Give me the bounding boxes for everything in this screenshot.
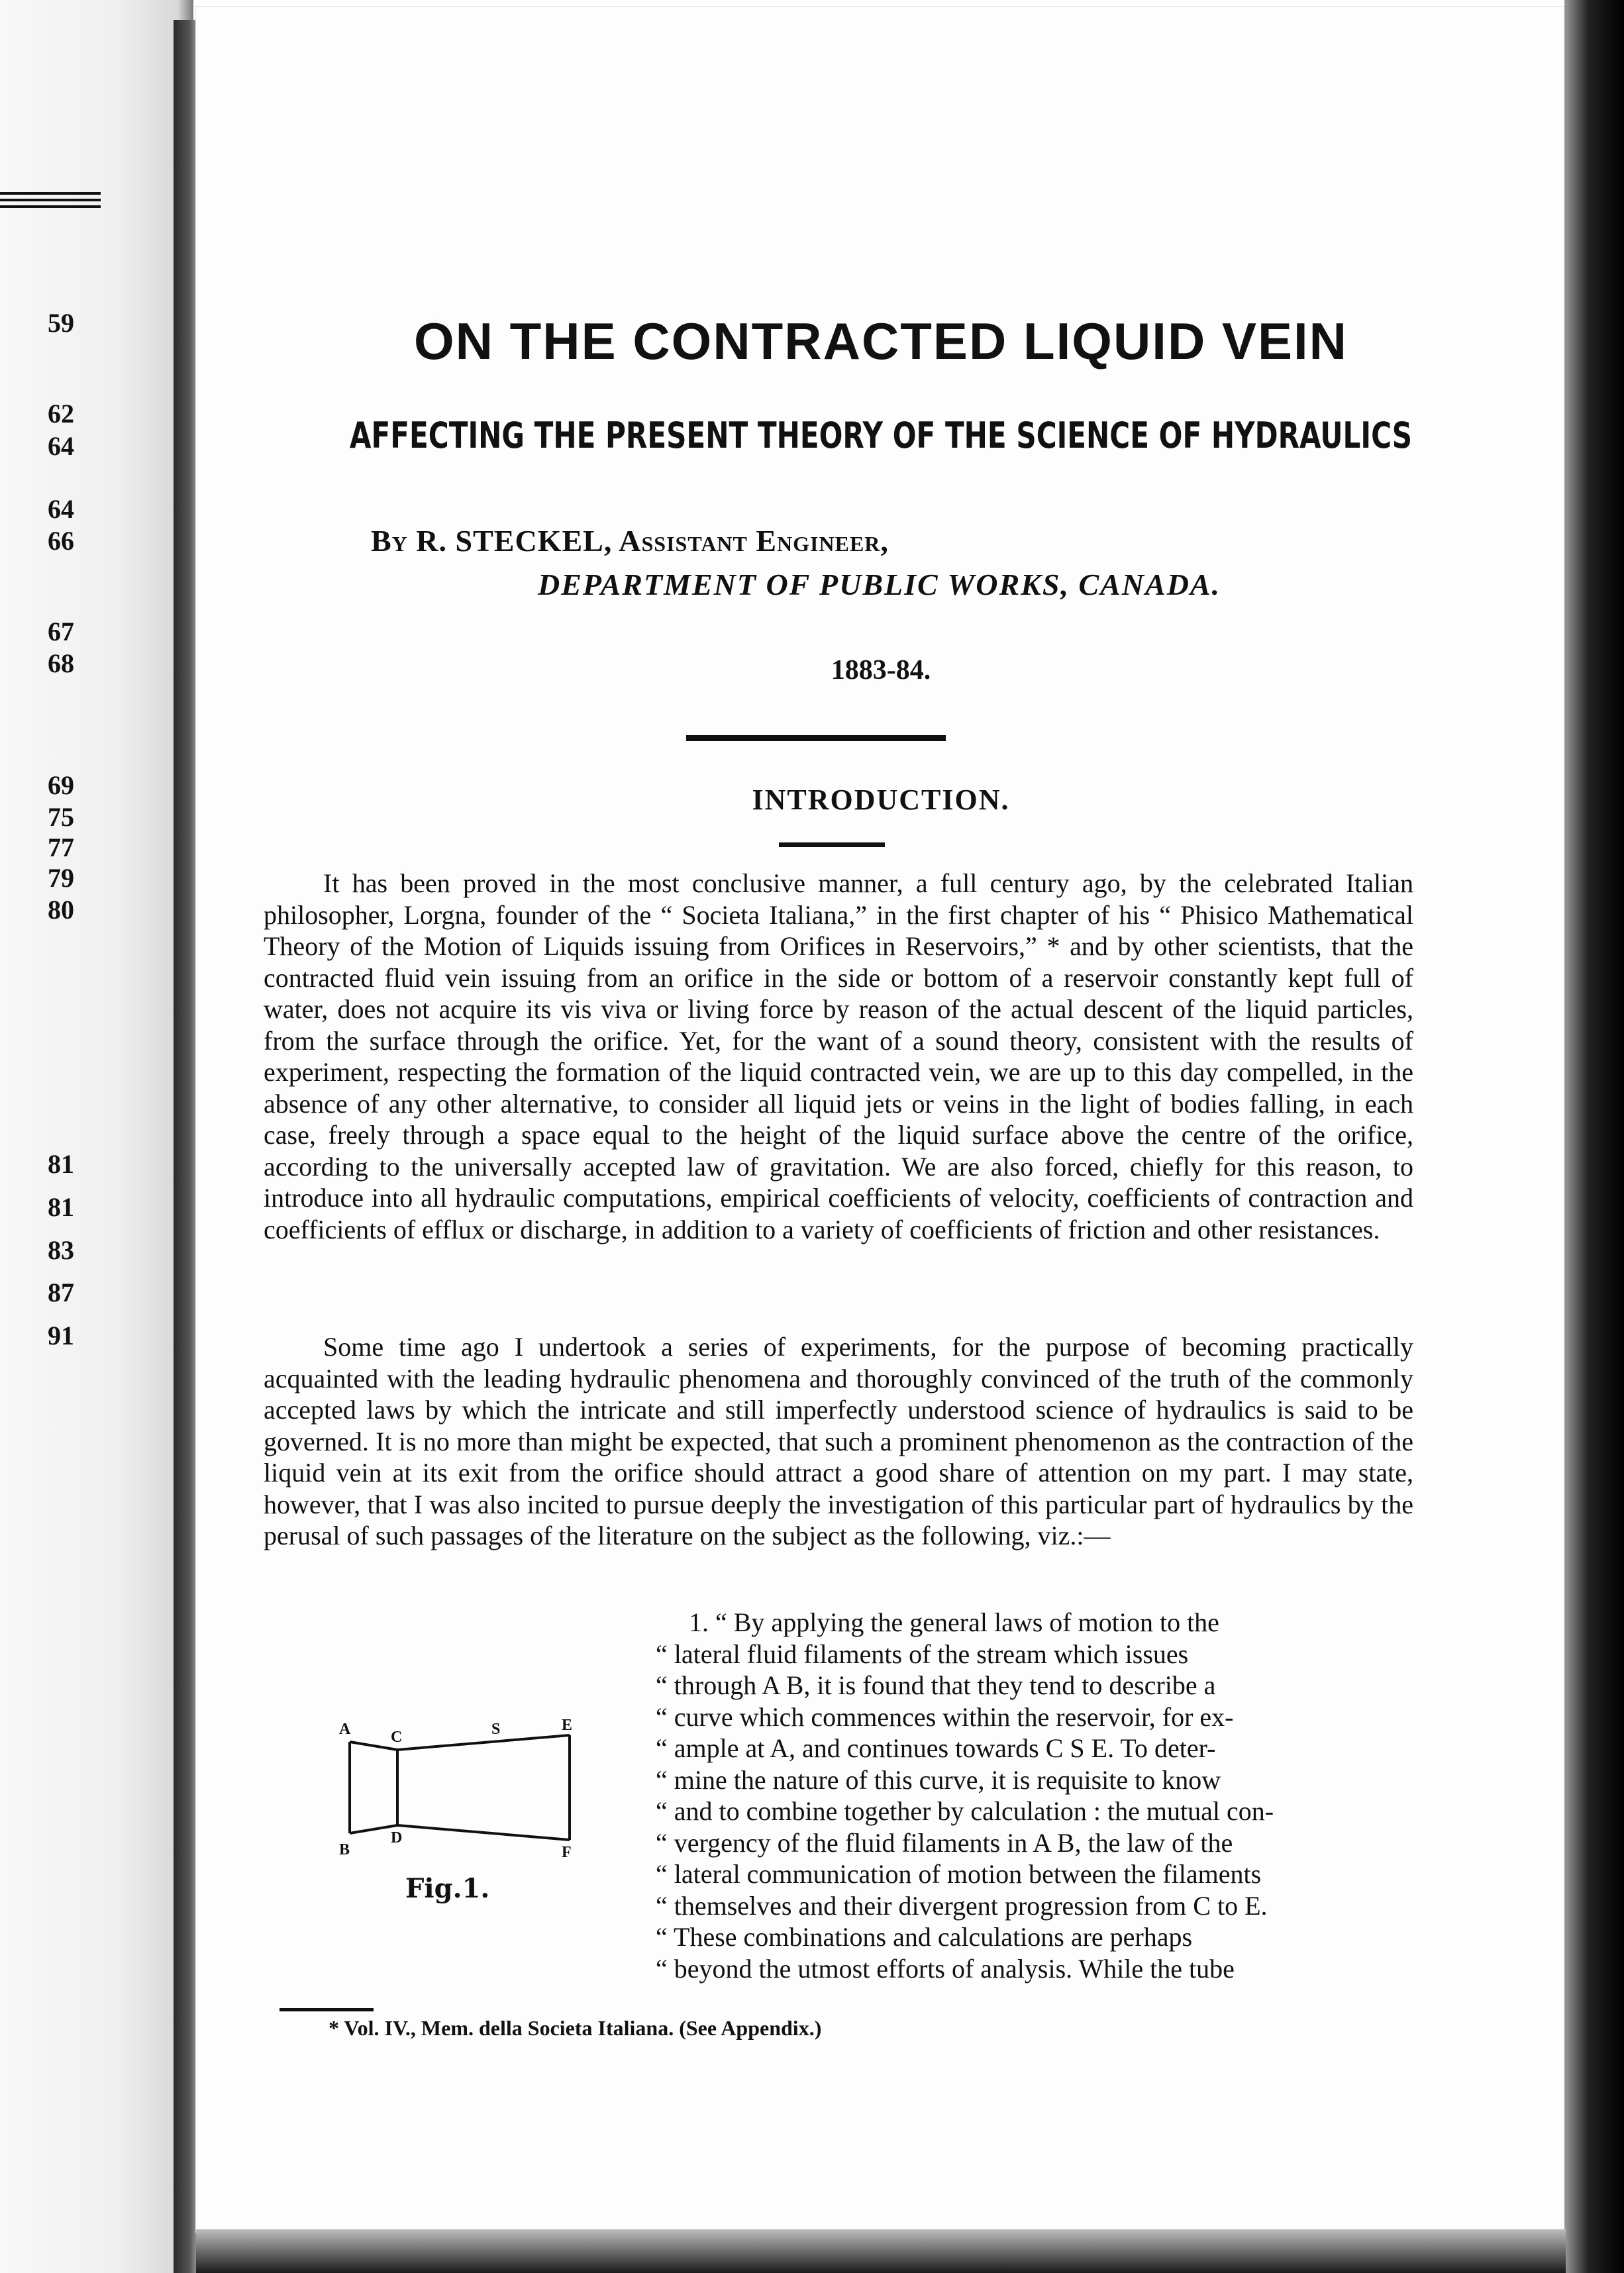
figure-caption: Fig.1. xyxy=(405,1873,490,1904)
publication-years: 1883-84. xyxy=(831,655,931,685)
page-subtitle: AFFECTING THE PRESENT THEORY OF THE SCIENCE OF HYDRAULICS xyxy=(349,415,1413,456)
margin-page-number: 77 xyxy=(48,833,74,862)
page-title: ON THE CONTRACTED LIQUID VEIN xyxy=(413,312,1348,370)
quotation-line: “ lateral communication of motion between the filaments xyxy=(656,1859,1262,1889)
figure-label-a: A xyxy=(339,1721,351,1738)
figure-label-e: E xyxy=(562,1717,573,1734)
quotation-block xyxy=(656,1607,1428,1984)
margin-page-number: 91 xyxy=(48,1321,74,1350)
quotation-line: “ themselves and their divergent progression from C to E. xyxy=(656,1890,1268,1921)
quotation-line: “ lateral fluid filaments of the stream which issues xyxy=(656,1639,1189,1669)
margin-page-number: 69 xyxy=(48,770,74,800)
margin-page-number: 68 xyxy=(48,648,74,678)
header-divider xyxy=(686,735,946,741)
quotation-line: “ curve which commences within the reservoir, for ex- xyxy=(656,1701,1234,1732)
margin-page-number: 80 xyxy=(48,895,74,925)
margin-page-number: 75 xyxy=(48,802,74,832)
quotation-line: “ These combinations and calculations are perhaps xyxy=(656,1922,1193,1952)
quotation-line: “ mine the nature of this curve, it is requisite to know xyxy=(656,1764,1221,1795)
figure-label-d: D xyxy=(391,1829,403,1846)
margin-page-number: 64 xyxy=(48,431,74,461)
margin-page-number: 79 xyxy=(48,863,74,893)
author-byline: By R. STECKEL, Assistant Engineer, xyxy=(371,524,889,558)
quotation-line: “ and to combine together by calculation : the mutual con- xyxy=(656,1796,1274,1826)
quotation-line: 1. “ By applying the general laws of motion to the xyxy=(689,1607,1219,1637)
previous-page-strip xyxy=(0,0,193,2273)
margin-page-number: 81 xyxy=(48,1149,74,1179)
previous-page-rule xyxy=(0,199,101,201)
margin-page-number: 62 xyxy=(48,399,74,429)
figure-label-c: C xyxy=(391,1729,403,1746)
figure-label-s: S xyxy=(491,1721,501,1738)
vein-lower-divergence xyxy=(397,1825,570,1840)
section-divider xyxy=(779,842,885,847)
margin-page-number: 64 xyxy=(48,494,74,524)
previous-page-rule xyxy=(0,192,101,195)
margin-page-number: 59 xyxy=(48,308,74,338)
footnote-rule xyxy=(279,2008,374,2011)
quotation-line: “ beyond the utmost efforts of analysis. While the tube xyxy=(656,1953,1235,1984)
quotation-line: “ through A B, it is found that they tend to describe a xyxy=(656,1670,1216,1700)
section-heading: INTRODUCTION. xyxy=(752,783,1010,816)
quotation-line: “ vergency of the fluid filaments in A B, the law of the xyxy=(656,1827,1233,1858)
quotation-line: “ ample at A, and continues towards C S E. To deter- xyxy=(656,1733,1216,1763)
author-department: DEPARTMENT OF PUBLIC WORKS, CANADA. xyxy=(538,568,1221,601)
margin-page-number: 87 xyxy=(48,1278,74,1307)
page-bottom-shadow xyxy=(196,2229,1566,2273)
figure-label-f: F xyxy=(562,1844,572,1861)
page-edge-shadow xyxy=(1564,0,1624,2273)
margin-page-number: 83 xyxy=(48,1235,74,1265)
vein-upper-divergence xyxy=(397,1735,570,1750)
figure-label-b: B xyxy=(339,1841,350,1858)
body-paragraph: Some time ago I undertook a series of experiments, for the purpose of becoming practically acquainted with the leading hydraulic phenomena and thoroughly convinced of the truth of the commonly accepted laws by which the intricate and still imperfectly understood science of hydraulics is said to be governed. It is no more than might be expected, that such a prominent phenomenon as the contraction of the liquid vein at its exit from the orifice should attract a good share of attention on my part. I may state, however, that I was also incited to pursue deeply the investigation of this particular part of hydraulics by the perusal of such passages of the literature on the subject as the following, viz.:— xyxy=(264,1332,1413,1550)
figure-contracted-vein xyxy=(338,1715,603,1868)
margin-page-number: 81 xyxy=(48,1192,74,1222)
margin-page-number: 67 xyxy=(48,617,74,646)
body-paragraph: It has been proved in the most conclusive manner, a full century ago, by the celebrated Italian philosopher, Lorgna, founder of the “ Societa Italiana,” in the first chapter of his “ Phisico Mathematical Theory of the Motion of Liquids issuing from Orifices in Reservoirs,” * and by other scientists, that the contracted fluid vein issuing from an orifice in the side or bottom of a reservoir constantly kept full of water, does not acquire its vis viva or living force by reason of the actual descent of the liquid particles, from the surface through the orifice. Yet, for the want of a sound theory, consistent with the results of experiment, respecting the formation of the liquid contracted vein, we are up to this day compelled, in the absence of any other alternative, to consider all liquid jets or veins in the light of bodies falling, in each case, freely through a space equal to the height of the liquid surface above the centre of the orifice, according to the universally accepted law of gravitation. We are also forced, chiefly for this reason, to introduce into all hydraulic computations, empirical coefficients of velocity, coefficients of contraction and coefficients of efflux or discharge, in addition to a variety of coefficients of friction and other resistances. xyxy=(264,868,1413,1244)
previous-page-rule xyxy=(0,205,101,208)
footnote: * Vol. IV., Mem. della Societa Italiana. (See Appendix.) xyxy=(329,2016,822,2040)
margin-page-number: 66 xyxy=(48,526,74,556)
